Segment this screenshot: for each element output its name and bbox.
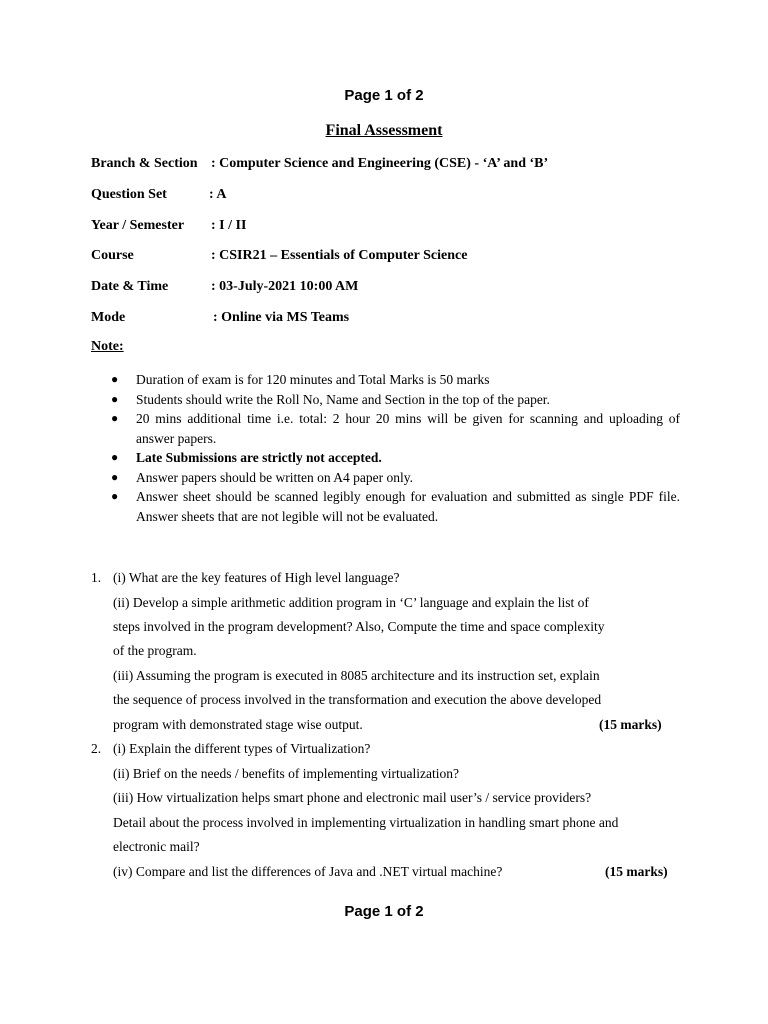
question-line: (i) Explain the different types of Virtualization? — [113, 741, 371, 756]
meta-value: : CSIR21 – Essentials of Computer Science — [211, 248, 468, 263]
question-line: steps involved in the program development? Also, Compute the time and space complexity — [113, 619, 605, 634]
note-heading: Note: — [91, 339, 124, 354]
bullet-icon: ● — [111, 469, 119, 484]
bullet-icon: ● — [111, 411, 119, 425]
meta-value: : Computer Science and Engineering (CSE) - ‘A’ and ‘B’ — [211, 156, 549, 171]
footer-page-number: Page 1 of 2 — [344, 903, 424, 920]
note-item: ● Answer sheet should be scanned legibly enough for evaluation and submitted as single PDF file. Answer sheets that are not legible will not be evaluated. — [111, 489, 680, 524]
meta-value: : 03-July-2021 10:00 AM — [211, 279, 359, 294]
question-line: (i) What are the key features of High level language? — [113, 570, 400, 585]
meta-value: : Online via MS Teams — [213, 310, 350, 325]
question-line: (ii) Develop a simple arithmetic addition program in ‘C’ language and explain the list of — [113, 595, 589, 610]
meta-question-set — [91, 187, 227, 203]
question-line: (ii) Brief on the needs / benefits of implementing virtualization? — [113, 766, 460, 781]
document-title: Final Assessment — [325, 122, 443, 139]
question-line: the sequence of process involved in the transformation and execution the above developed — [113, 692, 602, 707]
bullet-icon: ● — [111, 450, 119, 464]
note-item: ● Students should write the Roll No, Name and Section in the top of the paper. — [108, 390, 680, 410]
meta-value: : A — [209, 187, 227, 202]
bullet-icon: ● — [111, 372, 119, 386]
question-number: 1. — [91, 570, 102, 585]
meta-label: Date & Time — [91, 279, 169, 294]
meta-branch-section — [91, 156, 549, 172]
note-item: ● Late Submissions are strictly not accepted. — [108, 448, 680, 468]
header-page-number: Page 1 of 2 — [344, 87, 424, 104]
question-marks: (15 marks) — [599, 717, 662, 732]
question-line: program with demonstrated stage wise output. — [113, 717, 363, 732]
question-marks: (15 marks) — [605, 864, 668, 879]
meta-date-time — [91, 279, 359, 295]
note-item: ● Duration of exam is for 120 minutes and Total Marks is 50 marks — [108, 370, 680, 390]
note-item: ● 20 mins additional time i.e. total: 2 hour 20 mins will be given for scanning and uploading of answer papers. — [111, 411, 680, 446]
note-item: ● Answer papers should be written on A4 paper only. — [108, 468, 680, 488]
question-line: of the program. — [113, 643, 197, 658]
question-line: (iv) Compare and list the differences of Java and .NET virtual machine? — [113, 864, 503, 879]
note-list — [108, 370, 680, 526]
bullet-icon: ● — [111, 489, 119, 503]
meta-year-semester — [91, 218, 247, 234]
question-number: 2. — [91, 741, 102, 756]
meta-label: Mode — [91, 310, 126, 325]
meta-label: Question Set — [91, 187, 167, 202]
meta-value: : I / II — [211, 218, 247, 233]
bullet-icon: ● — [111, 391, 119, 406]
meta-label: Year / Semester — [91, 218, 185, 233]
question-line: (iii) Assuming the program is executed in 8085 architecture and its instruction set, explain — [113, 668, 600, 683]
meta-mode — [91, 310, 350, 326]
question-line: Detail about the process involved in implementing virtualization in handling smart phone and — [113, 815, 619, 830]
question-line: electronic mail? — [113, 839, 200, 854]
question-line: (iii) How virtualization helps smart phone and electronic mail user’s / service providers? — [113, 790, 592, 805]
meta-label: Course — [91, 248, 134, 263]
meta-label: Branch & Section — [91, 156, 198, 171]
meta-course — [91, 248, 468, 264]
